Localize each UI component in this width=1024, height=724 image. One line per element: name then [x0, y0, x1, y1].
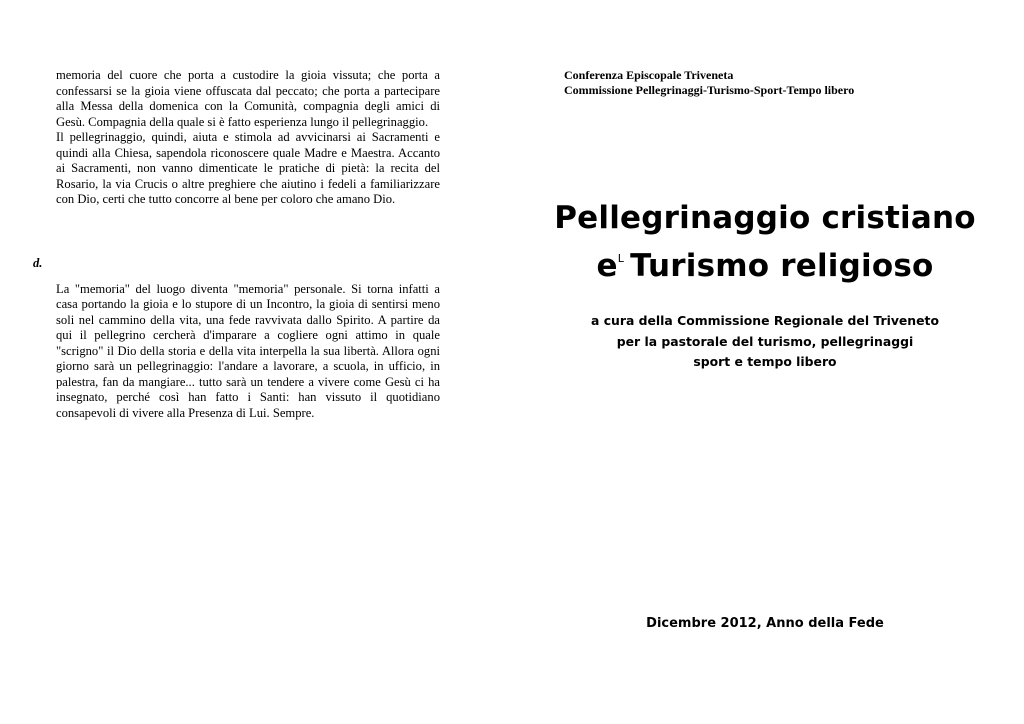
title-superscript: L — [617, 252, 625, 265]
subtitle-line: per la pastorale del turismo, pellegrinaggi — [616, 333, 914, 349]
paragraph-memoria-personale: La "memoria" del luogo diventa "memoria" personale. Si torna infatti a casa portando la gioia e lo stupore di un Incontro, la gioia di sentirsi meno soli nel cammino della vita, una fede ravvivata dallo Spirito. A partire da qui il pellegrino cercherà d'imparare a cogliere ogni attimo in quale "scrigno" il Dio della storia e della vita interpella la sua libertà. Allora ogni giorno sarà un pellegrinaggio: l'andare a lavorare, a scuola, in ufficio, in palestra, fan da mangiare... tutto sarà un tendere a vivere come Gesù ci ha insegnato, perché così han fatto i Santi: han vissuto il quotidiano consapevoli di vivere alla Presenza di Lui. Sempre. — [56, 281, 440, 420]
organization-header — [564, 68, 854, 98]
cover-date: Dicembre 2012, Anno della Fede — [646, 616, 884, 631]
paragraph-sacramenti: Il pellegrinaggio, quindi, aiuta e stimola ad avvicinarsi ai Sacramenti e quindi alla Chiesa, sapendola riconoscere quale Madre e Maestra. Accanto ai Sacramenti, non vanno dimenticate le pratiche di pietà: la recita del Rosario, la via Crucis o altre preghiere che aiutino i fedeli a familiarizzare con Dio, certi che tutto concorre al bene per coloro che amano Dio. — [56, 130, 440, 206]
left-page-text-section-d — [56, 269, 440, 434]
section-marker: d. — [33, 256, 43, 270]
cover-title-line2 — [548, 248, 982, 284]
subtitle-line: sport e tempo libero — [693, 354, 837, 369]
title-main: Turismo religioso — [630, 248, 934, 284]
cover-subtitle — [560, 311, 970, 373]
org-name: Conferenza Episcopale Triveneta — [564, 68, 734, 82]
cover-title-line1: Pellegrinaggio cristiano — [554, 200, 976, 236]
commission-name: Commissione Pellegrinaggi-Turismo-Sport-Tempo libero — [564, 83, 855, 97]
subtitle-line: a cura della Commissione Regionale del Triveneto — [591, 313, 939, 328]
title-prefix: e — [596, 248, 618, 284]
left-page-text — [56, 68, 440, 208]
paragraph-memoria: memoria del cuore che porta a custodire la gioia vissuta; che porta a confessarsi se la gioia viene offuscata dal peccato; che porta a partecipare alla Messa della domenica con la Comunità, compagnia degli amici di Gesù. Compagnia della quale si è fatto esperienza lungo il pellegrinaggio. — [56, 68, 440, 129]
